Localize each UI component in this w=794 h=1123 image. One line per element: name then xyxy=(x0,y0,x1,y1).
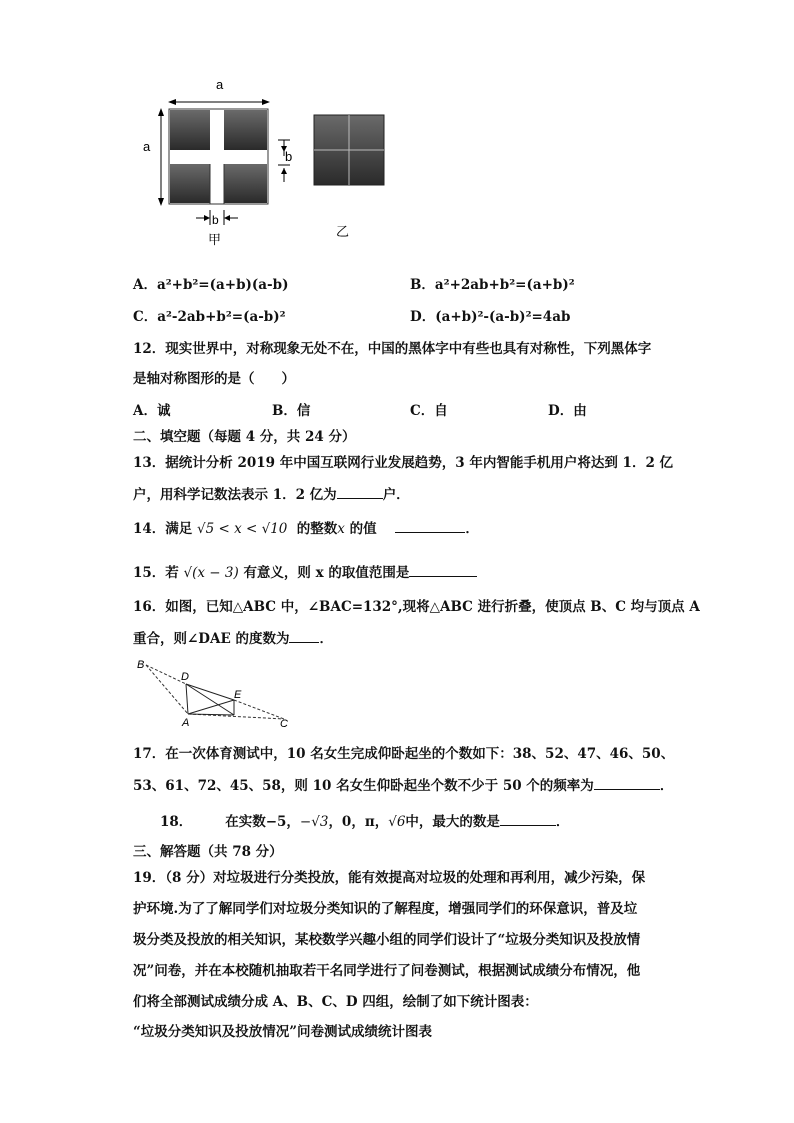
q13-line1: 13．据统计分析 2019 年中国互联网行业发展趋势，3 年内智能手机用户将达到 1．2 亿 xyxy=(133,455,674,471)
q12-line2: 是轴对称图形的是（ ） xyxy=(133,371,295,387)
q12-option-b xyxy=(272,402,310,420)
label-a-left: a xyxy=(143,139,151,154)
option-letter: A． xyxy=(133,403,157,419)
section2-heading: 二、填空题（每题 4 分，共 24 分） xyxy=(133,429,356,445)
q13-line2 xyxy=(133,484,410,504)
option-letter: D． xyxy=(548,403,574,419)
q18 xyxy=(160,811,569,831)
label-a-top: a xyxy=(216,77,224,92)
q16-text-end: ． xyxy=(319,631,333,647)
q12-line1: 12．现实世界中，对称现象无处不在，中国的黑体字中有些也具有对称性，下列黑体字 xyxy=(133,341,652,357)
option-letter: B． xyxy=(410,277,435,293)
q17-text-end: ． xyxy=(659,778,674,794)
q11-figure xyxy=(130,70,420,260)
label-b-bottom: b xyxy=(212,213,219,227)
option-letter: C． xyxy=(133,309,158,325)
q13-text: 户，用科学记数法表示 1．2 亿为 xyxy=(133,487,337,503)
q18-number: 18． xyxy=(160,814,193,830)
q18-sqrt6: √6 xyxy=(388,814,406,830)
q14-prefix: 14．满足 xyxy=(133,521,193,537)
q18-answer-blank[interactable] xyxy=(500,811,556,826)
q12-option-c xyxy=(410,402,448,420)
label-D: D xyxy=(181,671,189,683)
q14-end: ． xyxy=(465,521,479,537)
option-text: a²+2ab+b²=(a+b)² xyxy=(434,277,575,293)
q11-option-b xyxy=(410,276,575,294)
q19-line4: 况”问卷，并在本校随机抽取若干名同学进行了问卷测试，根据测试成绩分布情况，他 xyxy=(133,963,641,979)
q19-line3: 圾分类及投放的相关知识，某校数学兴趣小组的同学们设计了“垃圾分类知识及投放情 xyxy=(133,932,641,948)
q14-suffix: 的值 xyxy=(349,521,377,537)
caption-jia: 甲 xyxy=(208,232,222,247)
option-letter: A． xyxy=(133,277,157,293)
q16-line1: 16．如图，已知△ABC 中，∠BAC=132°,现将△ABC 进行折叠，使顶点 B、C 均与顶点 A xyxy=(133,599,700,615)
q17-answer-blank[interactable] xyxy=(594,775,660,790)
q15-prefix: 15．若 xyxy=(133,565,179,581)
q15 xyxy=(133,562,477,582)
q17-text: 53、61、72、45、58，则 10 名女生仰卧起坐个数不少于 50 个的频率为 xyxy=(133,778,594,794)
q14-answer-blank[interactable] xyxy=(395,518,465,533)
q14 xyxy=(133,518,479,538)
q19-chart-title: “垃圾分类知识及投放情况”问卷测试成绩统计图表 xyxy=(133,1024,433,1040)
q16-text: 重合，则∠DAE 的度数为 xyxy=(133,631,290,647)
option-letter: D． xyxy=(410,309,436,325)
q17-line1: 17．在一次体育测试中，10 名女生完成仰卧起坐的个数如下：38、52、47、46、50、 xyxy=(133,746,675,762)
label-B: B xyxy=(137,659,145,671)
q19-line1: 19．（8 分）对垃圾进行分类投放，能有效提高对垃圾的处理和再利用，减少污染，保 xyxy=(133,870,646,886)
q16-line2 xyxy=(133,628,333,648)
caption-yi: 乙 xyxy=(336,224,350,239)
option-text: a²-2ab+b²=(a-b)² xyxy=(157,309,286,325)
option-letter: B． xyxy=(272,403,297,419)
option-letter: C． xyxy=(410,403,435,419)
q15-suffix: 有意义，则 x 的取值范围是 xyxy=(243,565,410,581)
q18-prefix: 在实数−5， xyxy=(225,814,300,830)
q14-inequality: √5 < x < √10 xyxy=(197,521,288,537)
q16-triangle-figure xyxy=(130,655,300,730)
q18-neg-sqrt3: −√3 xyxy=(299,814,329,830)
q11-option-d xyxy=(410,308,570,326)
q12-option-a xyxy=(133,402,170,420)
q18-mid: ，0，π， xyxy=(328,814,389,830)
q14-var: x xyxy=(337,521,345,537)
q11-option-c xyxy=(133,308,286,326)
q19-line5: 们将全部测试成绩分成 A、B、C、D 四组，绘制了如下统计图表： xyxy=(133,994,538,1010)
option-text: 信 xyxy=(296,403,311,419)
q14-middle: 的整数 xyxy=(296,521,338,537)
q18-end: ． xyxy=(555,814,570,830)
q13-text-end: 户． xyxy=(382,487,410,503)
q16-answer-blank[interactable] xyxy=(289,628,319,643)
label-A: A xyxy=(182,717,190,729)
q12-option-d xyxy=(548,402,587,420)
q13-answer-blank[interactable] xyxy=(337,484,383,499)
option-text: a²+b²=(a+b)(a-b) xyxy=(156,277,289,293)
section3-heading: 三、解答题（共 78 分） xyxy=(133,844,283,860)
option-text: 由 xyxy=(573,403,587,419)
label-C: C xyxy=(280,718,288,730)
q19-line2: 护环境.为了了解同学们对垃圾分类知识的了解程度，增强同学们的环保意识，普及垃 xyxy=(133,901,638,917)
q15-answer-blank[interactable] xyxy=(409,562,477,577)
label-E: E xyxy=(234,689,242,701)
option-text: 自 xyxy=(434,403,448,419)
option-text: 诚 xyxy=(156,403,171,419)
q11-option-a xyxy=(133,276,288,294)
q18-suffix: 中，最大的数是 xyxy=(405,814,500,830)
label-b-right: b xyxy=(285,149,293,164)
q17-line2 xyxy=(133,775,673,795)
q15-radical: √(x − 3) xyxy=(183,565,239,581)
option-text: (a+b)²-(a-b)²=4ab xyxy=(435,309,571,325)
